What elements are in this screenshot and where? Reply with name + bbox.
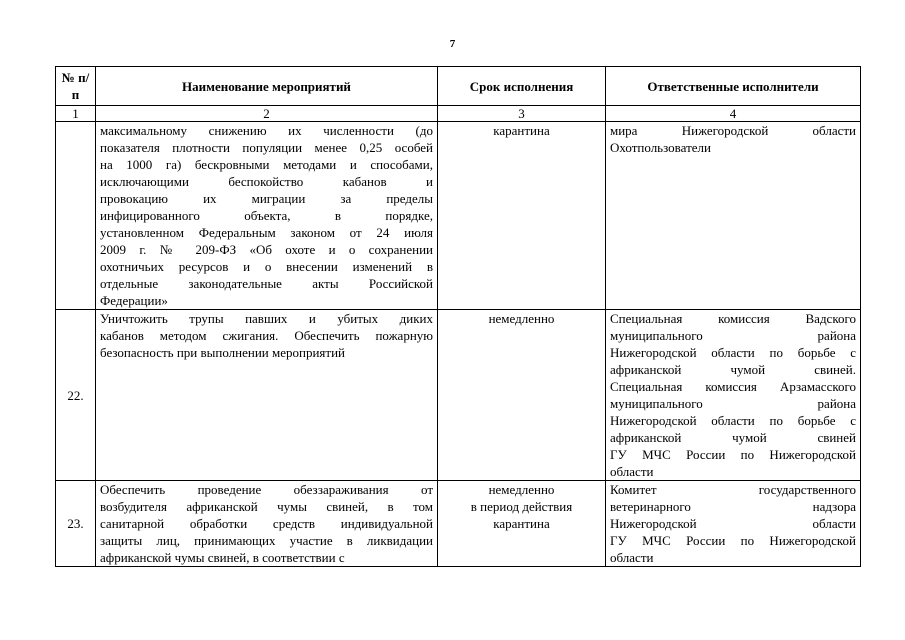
measure-text-line: кабанов методом сжигания. Обеспечить пожарную — [100, 328, 433, 343]
term-text — [438, 122, 606, 310]
measure-text-line: возбудителя африканской чумы свиней, в том — [100, 499, 433, 514]
column-numbers-row — [56, 106, 861, 122]
measure-text — [96, 122, 438, 310]
term-text — [438, 481, 606, 567]
table-header-row — [56, 67, 861, 106]
measure-text-line: инфицированного объекта, в порядке, — [100, 208, 433, 223]
page-number: 7 — [449, 38, 456, 50]
column-number: 1 — [56, 106, 96, 122]
row-index: 23. — [56, 481, 96, 567]
responsible-text-line: ГУ МЧС России по Нижегородской — [610, 533, 856, 548]
measure-text-line: на 1000 га) бескровными методами и способами, — [100, 157, 433, 172]
measure-text-line: защиты лиц, принимающих участие в ликвидации — [100, 533, 433, 548]
header-index: № п/п — [56, 67, 96, 106]
table-row — [56, 481, 861, 567]
measure-text-line: санитарной обработки средств индивидуальной — [100, 516, 433, 531]
table-row — [56, 310, 861, 481]
term-text-line: карантина — [493, 123, 550, 138]
column-number: 2 — [96, 106, 438, 122]
measure-text-line: установленном Федеральным законом от 24 июля — [100, 225, 433, 240]
measure-text-line: максимальному снижению их численности (до — [100, 123, 433, 138]
measure-text-line: Уничтожить трупы павших и убитых диких — [100, 311, 433, 326]
row-index: 22. — [56, 310, 96, 481]
measure-text-line: Обеспечить проведение обеззараживания от — [100, 482, 433, 497]
responsible-text-line: муниципального района — [610, 396, 856, 411]
header-term: Срок исполнения — [438, 67, 606, 106]
responsible-text — [606, 310, 861, 481]
responsible-text-line: Специальная комиссия Арзамасского — [610, 379, 856, 394]
column-number: 4 — [606, 106, 861, 122]
responsible-text-line: ветеринарного надзора — [610, 499, 856, 514]
measure-text — [96, 481, 438, 567]
term-text-line: в период действия — [470, 499, 573, 514]
responsible-text-line: ГУ МЧС России по Нижегородской — [610, 447, 856, 462]
responsible-text-line: области — [610, 464, 654, 479]
responsible-text-line: Нижегородской области — [610, 516, 856, 531]
measure-text-line: охотничьих ресурсов и о внесении изменений в — [100, 259, 433, 274]
responsible-text-line: мира Нижегородской области — [610, 123, 856, 138]
responsible-text-line: африканской чумой свиней — [610, 430, 856, 445]
measure-text-line: отдельные законодательные акты Российской — [100, 276, 433, 291]
column-number: 3 — [438, 106, 606, 122]
measure-text-line: исключающими беспокойство кабанов и — [100, 174, 433, 189]
responsible-text-line: области — [610, 550, 654, 565]
responsible-text-line: Комитет государственного — [610, 482, 856, 497]
measure-text-line: Федерации» — [100, 293, 168, 308]
measure-text — [96, 310, 438, 481]
measure-text-line: показателя плотности популяции менее 0,25 особей — [100, 140, 433, 155]
responsible-text-line: Охотпользователи — [610, 140, 711, 155]
measure-text-line: провокацию их миграции за пределы — [100, 191, 433, 206]
measure-text-line: африканской чумы свиней, в соответствии с — [100, 550, 345, 565]
table-row — [56, 122, 861, 310]
row-index — [56, 122, 96, 310]
term-text-line: карантина — [493, 516, 550, 531]
header-name: Наименование мероприятий — [96, 67, 438, 106]
measure-text-line: безопасность при выполнении мероприятий — [100, 345, 345, 360]
term-text-line: немедленно — [488, 482, 555, 497]
measure-text-line: 2009 г. № 209-ФЗ «Об охоте и о сохранении — [100, 242, 433, 257]
measures-table — [55, 66, 861, 567]
responsible-text-line: Нижегородской области по борьбе с — [610, 345, 856, 360]
responsible-text — [606, 481, 861, 567]
responsible-text-line: Специальная комиссия Вадского — [610, 311, 856, 326]
term-text-line: немедленно — [488, 311, 555, 326]
responsible-text-line: африканской чумой свиней. — [610, 362, 856, 377]
header-responsible: Ответственные исполнители — [606, 67, 861, 106]
responsible-text-line: Нижегородской области по борьбе с — [610, 413, 856, 428]
responsible-text-line: муниципального района — [610, 328, 856, 343]
responsible-text — [606, 122, 861, 310]
term-text — [438, 310, 606, 481]
